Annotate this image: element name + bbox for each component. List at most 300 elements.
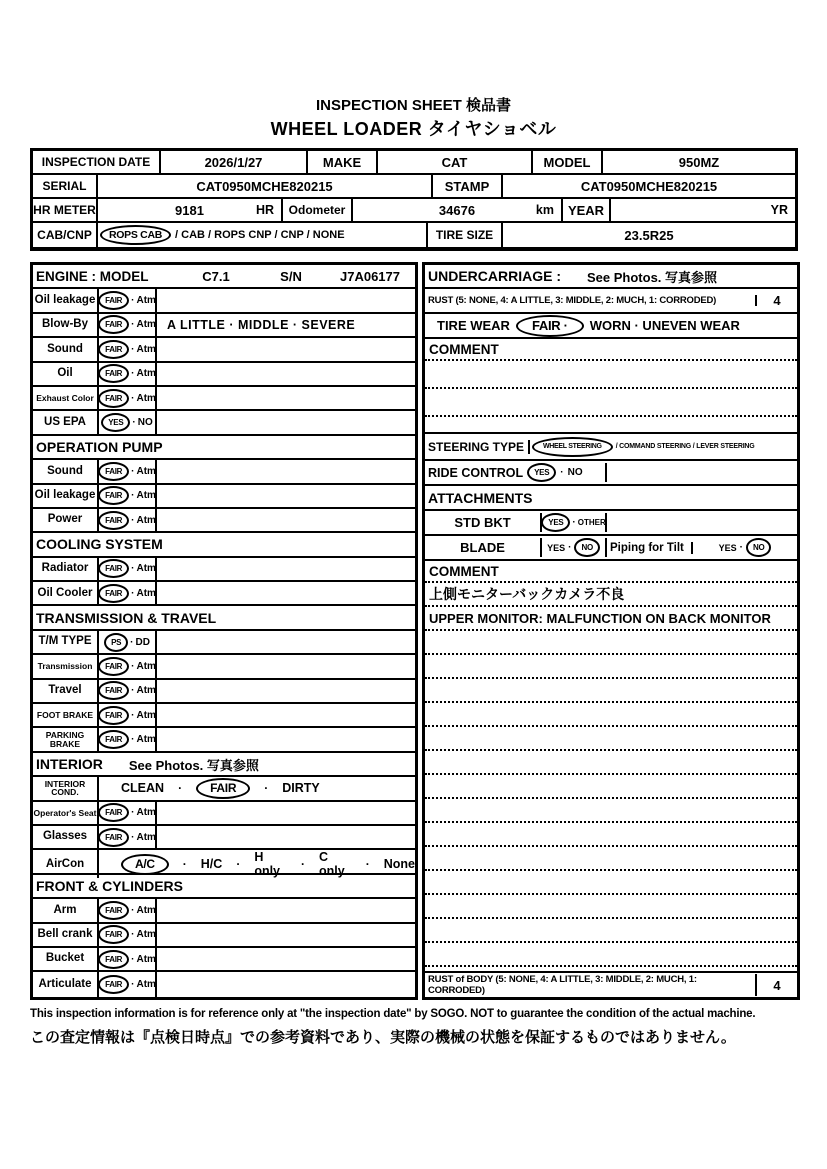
separator-dot: ·: [130, 636, 134, 648]
circled-mark: FAIR: [98, 462, 129, 481]
see-photos-note: See Photos. 写真参照: [587, 269, 718, 285]
section-header-row: [33, 753, 415, 777]
separator-dot: ·: [131, 295, 135, 307]
inspection-item-row: [33, 289, 415, 313]
alt-option: Atm: [136, 319, 156, 331]
item-label: [33, 704, 99, 726]
condition-cell: [99, 460, 157, 482]
circled-mark: FAIR: [196, 778, 250, 799]
item-label-text: Radiator: [41, 562, 89, 575]
item-label-text: Power: [47, 513, 83, 526]
condition-cell: [99, 655, 157, 677]
header-row-1: [33, 151, 795, 175]
circled-mark: FAIR ·: [516, 315, 584, 337]
separator-dot: ·: [131, 368, 135, 380]
header-table: [30, 148, 798, 251]
condition-cell: [99, 704, 157, 726]
comment-label: COMMENT: [425, 339, 797, 361]
item-label-text: AirCon: [45, 857, 85, 870]
content-cell: [157, 411, 415, 433]
circled-mark: FAIR: [98, 975, 129, 994]
circled-mark: FAIR: [98, 291, 129, 310]
circled-mark: A/C: [121, 854, 169, 875]
inspection-item-row: [33, 826, 415, 850]
serial-label: SERIAL: [33, 175, 98, 197]
option-text: DIRTY: [282, 781, 320, 796]
content-cell: [157, 631, 415, 653]
item-label: [33, 558, 99, 580]
inspection-item-row: [33, 411, 415, 435]
item-label: [33, 338, 99, 360]
separator-dot: ·: [236, 857, 241, 872]
item-label-text: Articulate: [38, 977, 92, 990]
item-label: [33, 802, 99, 824]
alt-option: Atm: [136, 979, 156, 991]
circled-mark: FAIR: [98, 828, 129, 847]
disclaimer-english: This inspection information is for reference only at "the inspection date" by SOGO. NOT to guarantee the condition of the actual machine.: [30, 1008, 756, 1020]
circled-mark: FAIR: [98, 803, 129, 822]
inspection-date-value: 2026/1/27: [161, 151, 308, 173]
steering-options-rest: / COMMAND STEERING / LEVER STEERING: [615, 443, 755, 450]
see-photos-note: See Photos. 写真参照: [128, 757, 259, 773]
item-label: [33, 680, 99, 702]
circled-mark: YES: [101, 413, 130, 432]
option-text: H only: [254, 850, 281, 879]
condition-cell: [99, 631, 157, 653]
separator-dot: ·: [131, 490, 135, 502]
separator-dot: ·: [131, 807, 135, 819]
item-label: [33, 485, 99, 507]
condition-cell: [99, 972, 157, 996]
item-label-text: Oil Cooler: [37, 586, 93, 599]
item-label: [33, 728, 99, 750]
tire-wear-row: [425, 314, 797, 339]
section-header-row: [33, 533, 415, 557]
comment-line: [425, 751, 797, 775]
option-text: C only: [319, 850, 345, 879]
main-comment-block: [425, 561, 797, 973]
item-label-text: Sound: [47, 342, 83, 355]
inspection-item-row: [33, 777, 415, 801]
circled-mark: FAIR: [98, 950, 129, 969]
content-cell: [157, 338, 415, 360]
condition-cell: [99, 802, 157, 824]
rust-body-scale-text: RUST of BODY (5: NONE, 4: A LITTLE, 3: MIDDLE, 2: MUCH, 1: CORRODED): [428, 974, 697, 996]
comment-label: COMMENT: [425, 561, 797, 583]
condition-cell: [99, 924, 157, 946]
stamp-label: STAMP: [433, 175, 503, 197]
serial-value: CAT0950MCHE820215: [98, 175, 433, 197]
separator-dot: ·: [131, 929, 135, 941]
item-label: [33, 363, 99, 385]
content-cell: [157, 655, 415, 677]
comment-line: [425, 655, 797, 679]
option-text: None: [383, 857, 415, 872]
alt-option: Atm: [136, 514, 156, 526]
alt-option: Atm: [136, 490, 156, 502]
circled-mark: FAIR: [98, 389, 129, 408]
inspection-item-row: [33, 314, 415, 338]
item-label-text: Bell crank: [37, 927, 93, 940]
section-header-row: [33, 436, 415, 460]
inspection-item-row: [33, 850, 415, 879]
separator-dot: ·: [131, 660, 135, 672]
cab-cnp-options: [98, 223, 428, 247]
item-label: [33, 826, 99, 848]
item-label-text: Transmission: [37, 661, 93, 672]
section-title: INTERIOR: [36, 756, 103, 772]
content-cell: [157, 387, 415, 409]
circled-mark: NO: [746, 538, 771, 557]
steering-type-options: [530, 437, 797, 457]
condition-cell: [99, 289, 157, 311]
rust-of-body-row: [425, 973, 797, 997]
content-cell: [157, 899, 415, 921]
inspection-item-row: [33, 802, 415, 826]
piping-yes: YES: [718, 542, 737, 553]
circled-mark: FAIR: [98, 364, 129, 383]
circled-mark: YES: [527, 463, 556, 482]
separator-dot: ·: [739, 542, 743, 553]
content-cell: [157, 728, 415, 750]
content-cell: [157, 680, 415, 702]
item-label: [33, 777, 99, 799]
alt-option: Atm: [136, 587, 156, 599]
content-cell: [157, 509, 415, 531]
item-label-text: Blow-By: [42, 318, 88, 331]
item-label: [33, 509, 99, 531]
item-label: [33, 924, 99, 946]
separator-dot: ·: [131, 319, 135, 331]
blade-row: [425, 536, 797, 561]
separator-dot: ·: [131, 343, 135, 355]
right-inspection-column: [422, 262, 800, 1000]
alt-option: Atm: [136, 929, 156, 941]
comment-english: UPPER MONITOR: MALFUNCTION ON BACK MONITOR: [425, 607, 797, 631]
circled-mark: FAIR: [98, 315, 129, 334]
content-cell: [157, 924, 415, 946]
disclaimer-japanese: この査定情報は『点検日時点』での参考資料であり、実際の機械の状態を保証するものではありません。: [30, 1029, 736, 1046]
alt-option: Atm: [136, 953, 156, 965]
item-label-text: Travel: [48, 684, 82, 697]
separator-dot: ·: [131, 831, 135, 843]
separator-dot: ·: [131, 734, 135, 746]
content-cell: [157, 948, 415, 970]
alt-option: Atm: [136, 368, 156, 380]
content-cell: [157, 289, 415, 311]
options-cell: [99, 777, 415, 799]
inspection-item-row: [33, 460, 415, 484]
year-label: YEAR: [563, 199, 611, 221]
blade-options: [540, 538, 607, 557]
comment-line: [425, 823, 797, 847]
item-label-text: Exhaust Color: [36, 392, 94, 403]
std-bkt-options: [540, 513, 607, 532]
inspection-item-row: [33, 363, 415, 387]
header-row-4: [33, 223, 795, 247]
separator-dot: ·: [568, 542, 572, 553]
sheet-subtitle: WHEEL LOADER タイヤショベル: [270, 119, 557, 139]
inspection-item-row: [33, 680, 415, 704]
comment-line: [425, 361, 797, 389]
item-label: [33, 289, 99, 311]
item-label-text: US EPA: [44, 415, 86, 428]
item-label-text: Oil: [57, 367, 73, 379]
header-row-2: [33, 175, 795, 199]
separator-dot: ·: [131, 979, 135, 991]
option-text: H/C: [200, 857, 223, 872]
item-label: [33, 460, 99, 482]
circled-mark: ROPS CAB: [100, 225, 171, 245]
item-label-text: Oil leakage: [34, 488, 96, 501]
inspection-item-row: [33, 728, 415, 752]
year-value: [611, 199, 795, 221]
alt-option: Atm: [136, 343, 156, 355]
separator-dot: ·: [131, 392, 135, 404]
item-label-text: Operator's Seat: [33, 807, 97, 818]
hr-meter-value: [98, 199, 283, 221]
separator-dot: ·: [131, 709, 135, 721]
odometer-value: [353, 199, 563, 221]
inspection-item-row: [33, 655, 415, 679]
section-title: TRANSMISSION & TRAVEL: [36, 609, 217, 626]
content-cell: [157, 972, 415, 996]
circled-mark: FAIR: [98, 901, 129, 920]
ride-control-cell: [425, 463, 607, 482]
comment-lines: [425, 631, 797, 967]
stamp-value: CAT0950MCHE820215: [580, 178, 718, 194]
circled-mark: FAIR: [98, 584, 129, 603]
model-value: 950MZ: [678, 154, 720, 170]
inspection-item-row: [33, 582, 415, 606]
circled-mark: FAIR: [98, 511, 129, 530]
alt-option: Atm: [136, 807, 156, 819]
steering-type-label: STEERING TYPE: [425, 440, 530, 454]
comment-line: [425, 727, 797, 751]
comment-line: [425, 703, 797, 727]
comment-line: [425, 943, 797, 967]
circled-mark: FAIR: [98, 681, 129, 700]
alt-option: Atm: [136, 831, 156, 843]
model-label: MODEL: [533, 151, 603, 173]
engine-model-label: ENGINE : MODEL: [36, 268, 149, 284]
content-cell: [157, 558, 415, 580]
item-label: [33, 387, 99, 409]
item-label-text: PARKING BRAKE: [45, 730, 85, 749]
circled-mark: FAIR: [98, 559, 129, 578]
content-cell: [157, 582, 415, 604]
cab-cnp-label: CAB/CNP: [33, 223, 98, 247]
inspection-item-row: [33, 972, 415, 996]
engine-model-value: C7.1: [202, 268, 230, 284]
attachments-header-row: [425, 486, 797, 511]
alt-option: NO: [137, 417, 153, 429]
item-label: [33, 948, 99, 970]
option-text: CLEAN: [121, 781, 165, 796]
content-cell: [157, 826, 415, 848]
content-cell: [157, 460, 415, 482]
alt-option: Atm: [136, 904, 156, 916]
tire-size-value: 23.5R25: [624, 227, 674, 243]
make-label: MAKE: [308, 151, 378, 173]
comment-line: [425, 799, 797, 823]
item-label-text: FOOT BRAKE: [36, 709, 94, 720]
content-text: A LITTLE · MIDDLE · SEVERE: [167, 317, 356, 332]
header-row-3: [33, 199, 795, 223]
ride-control-row: [425, 461, 797, 486]
inspection-item-row: [33, 704, 415, 728]
cab-options-rest: / CAB / ROPS CNP / CNP / NONE: [175, 229, 345, 241]
alt-option: Atm: [136, 709, 156, 721]
item-label: [33, 582, 99, 604]
condition-cell: [99, 338, 157, 360]
circled-mark: FAIR: [98, 730, 129, 749]
condition-cell: [99, 509, 157, 531]
alt-option: Atm: [136, 392, 156, 404]
alt-option: Atm: [136, 563, 156, 575]
content-cell: [157, 704, 415, 726]
separator-dot: ·: [131, 465, 135, 477]
comment-line: [425, 919, 797, 943]
alt-option: Atm: [136, 734, 156, 746]
undercarriage-title: UNDERCARRIAGE :: [428, 268, 561, 284]
circled-mark: FAIR: [98, 925, 129, 944]
content-cell: [157, 314, 415, 336]
comment-line: [425, 775, 797, 799]
comment-line: [425, 871, 797, 895]
inspection-item-row: [33, 485, 415, 509]
circled-mark: FAIR: [98, 657, 129, 676]
comment-line: [425, 847, 797, 871]
hr-meter-label: HR METER: [33, 199, 98, 221]
tire-size-label: TIRE SIZE: [428, 223, 503, 247]
ride-control-no: NO: [567, 467, 583, 478]
separator-dot: ·: [131, 685, 135, 697]
separator-dot: ·: [264, 781, 269, 796]
condition-cell: [99, 411, 157, 433]
comment-japanese: 上側モニターバックカメラ不良: [425, 583, 797, 607]
piping-options: [693, 538, 797, 557]
tire-wear-options: WORN · UNEVEN WEAR: [589, 318, 740, 333]
engine-header-row: [33, 265, 415, 289]
item-label: [33, 631, 99, 653]
content-cell: [157, 363, 415, 385]
left-inspection-column: [30, 262, 418, 1000]
section-title: OPERATION PUMP: [36, 438, 163, 455]
blade-label: BLADE: [460, 540, 505, 555]
hr-meter-number: 9181: [175, 202, 204, 218]
item-label-text: Bucket: [45, 952, 85, 965]
item-label-text: Arm: [53, 903, 77, 916]
circled-mark: NO: [574, 538, 599, 557]
circled-mark: FAIR: [98, 706, 129, 725]
rust-row: [425, 289, 797, 314]
inspection-item-row: [33, 631, 415, 655]
std-bkt-row: [425, 511, 797, 536]
undercarriage-header-row: [425, 265, 797, 289]
piping-for-tilt-label: Piping for Tilt: [607, 542, 693, 554]
alt-option: Atm: [136, 465, 156, 477]
condition-cell: [99, 948, 157, 970]
rust-scale-label: [425, 295, 757, 306]
comment-line: [425, 389, 797, 417]
ride-control-label: RIDE CONTROL: [428, 465, 524, 480]
separator-dot: ·: [572, 517, 576, 528]
separator-dot: ·: [131, 587, 135, 599]
condition-cell: [99, 728, 157, 750]
circled-mark: PS: [104, 633, 128, 652]
separator-dot: ·: [178, 781, 183, 796]
condition-cell: [99, 558, 157, 580]
separator-dot: ·: [365, 857, 370, 872]
engine-sn-label: S/N: [280, 268, 302, 284]
year-unit: YR: [770, 203, 788, 217]
inspection-item-row: [33, 338, 415, 362]
comment-line: [425, 631, 797, 655]
engine-sn-value: J7A06177: [340, 268, 400, 284]
item-label-text: INTERIOR COND.: [44, 778, 86, 798]
item-label: [33, 655, 99, 677]
condition-cell: [99, 363, 157, 385]
blade-yes: YES: [547, 542, 566, 553]
circled-mark: FAIR: [98, 340, 129, 359]
alt-option: Atm: [136, 295, 156, 307]
steering-type-row: [425, 434, 797, 461]
content-cell: [157, 802, 415, 824]
item-label-text: T/M TYPE: [38, 635, 92, 648]
separator-dot: ·: [131, 904, 135, 916]
condition-cell: [99, 680, 157, 702]
rust-body-score: 4: [773, 977, 781, 993]
attachments-title: ATTACHMENTS: [428, 489, 533, 506]
odometer-number: 34676: [438, 202, 476, 218]
condition-cell: [99, 582, 157, 604]
circled-mark: WHEEL STEERING: [532, 437, 613, 457]
std-bkt-label: STD BKT: [454, 515, 511, 530]
separator-dot: ·: [132, 417, 136, 429]
comment-line: [425, 895, 797, 919]
separator-dot: ·: [131, 514, 135, 526]
circled-mark: YES: [541, 513, 570, 532]
item-label-text: Sound: [47, 464, 83, 477]
condition-cell: [99, 826, 157, 848]
separator-dot: ·: [560, 467, 564, 478]
inspection-item-row: [33, 948, 415, 972]
inspection-item-row: [33, 899, 415, 923]
inspection-item-row: [33, 924, 415, 948]
inspection-item-row: [33, 509, 415, 533]
rust-score: 4: [773, 293, 781, 308]
item-label: [33, 972, 99, 996]
comment-lines: [425, 361, 797, 417]
std-bkt-other: OTHER: [577, 518, 606, 527]
condition-cell: [99, 899, 157, 921]
hr-unit: HR: [255, 203, 274, 217]
alt-option: Atm: [136, 660, 156, 672]
rust-body-scale-label: [425, 974, 757, 996]
inspection-date-label: INSPECTION DATE: [33, 151, 161, 173]
item-label: [33, 314, 99, 336]
rust-scale-text: RUST (5: NONE, 4: A LITTLE, 3: MIDDLE, 2: MUCH, 1: CORRODED): [428, 295, 717, 306]
content-cell: [157, 485, 415, 507]
undercarriage-comment-block: [425, 339, 797, 434]
alt-option: Atm: [136, 685, 156, 697]
separator-dot: ·: [131, 563, 135, 575]
separator-dot: ·: [301, 857, 306, 872]
separator-dot: ·: [131, 953, 135, 965]
alt-option: DD: [135, 636, 150, 648]
condition-cell: [99, 485, 157, 507]
